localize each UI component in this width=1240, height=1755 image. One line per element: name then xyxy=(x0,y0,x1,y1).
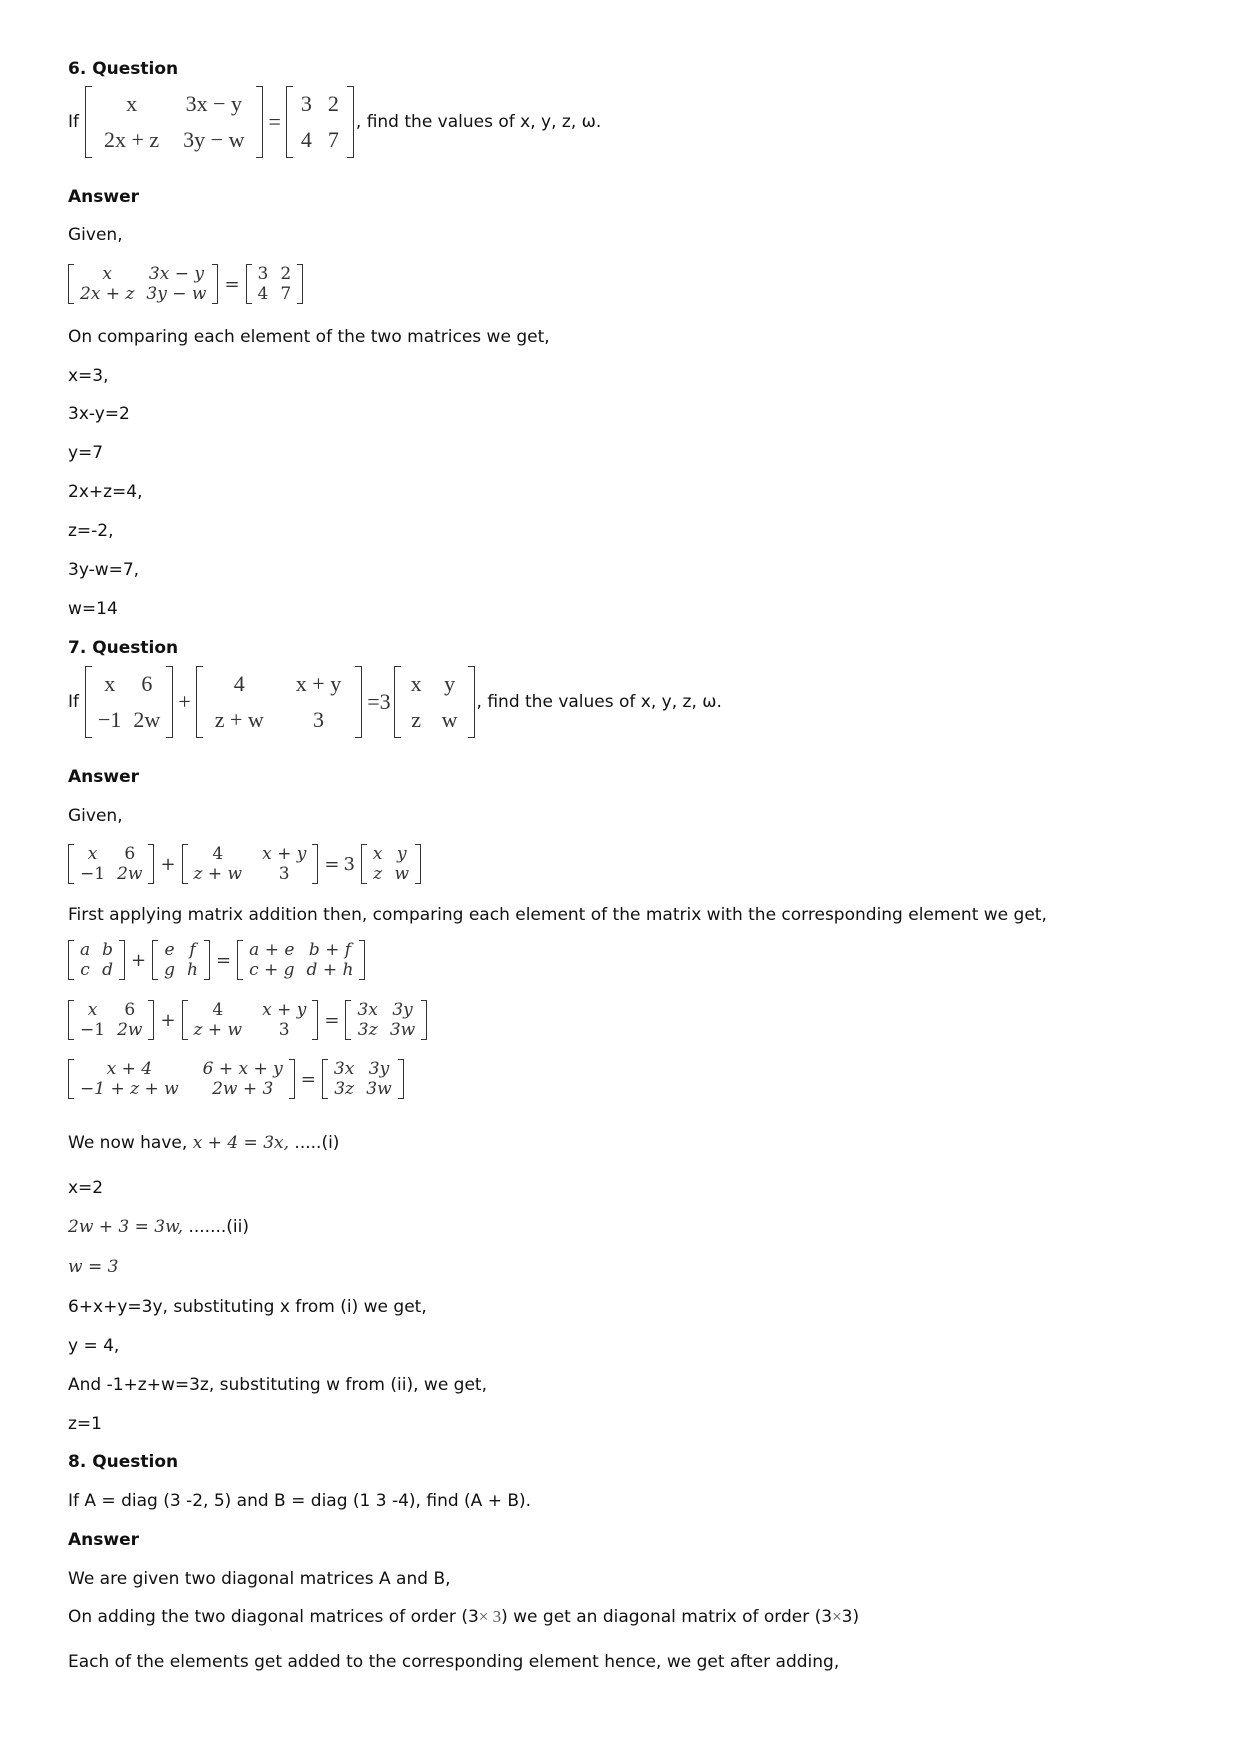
q7-answer-heading: Answer xyxy=(68,767,139,787)
q6-given-equation xyxy=(68,262,305,306)
q7-matrix-3: x y z w xyxy=(394,666,475,738)
q7-question xyxy=(68,672,722,732)
q8-heading: 8. Question xyxy=(68,1452,179,1472)
equals-sign: = xyxy=(268,109,281,134)
scalar: 3 xyxy=(343,853,355,875)
q7-matrix-1: x 6 −1 2w xyxy=(85,666,173,738)
equals-sign: = xyxy=(324,853,340,875)
step-matrix-1: x 6 −1 2w xyxy=(68,1000,154,1040)
addition-rule-equation xyxy=(68,938,367,982)
plus-sign: + xyxy=(131,949,147,971)
q7-x-result: x=2 xyxy=(68,1178,104,1198)
q7-w-result: w = 3 xyxy=(68,1257,119,1277)
q6-step: w=14 xyxy=(68,599,118,619)
equals-sign: = xyxy=(367,689,380,714)
plus-sign: + xyxy=(160,1009,176,1031)
rule-matrix-sum: a + e b + f c + g d + h xyxy=(237,940,365,980)
q7-suffix: , find the values of x, y, z, ω. xyxy=(476,692,722,712)
step-matrix-2: 4 x + y z + w 3 xyxy=(182,1000,319,1040)
q6-lhs-matrix: x 3x − y 2x + z 3y − w xyxy=(85,86,263,158)
q7-given-matrix-2: 4 x + y z + w 3 xyxy=(182,844,319,884)
q6-heading: 6. Question xyxy=(68,59,179,79)
q7-given-matrix-1: x 6 −1 2w xyxy=(68,844,154,884)
q7-matrix-2: 4 x + y z + w 3 xyxy=(196,666,362,738)
q6-suffix: , find the values of x, y, z, ω. xyxy=(355,112,602,132)
q6-given-lhs-matrix: x 3x − y 2x + z 3y − w xyxy=(68,264,218,304)
q6-given-rhs-matrix: 3 2 4 7 xyxy=(246,264,304,304)
q7-eq-ii: 2w + 3 = 3w, .......(ii) xyxy=(68,1217,249,1237)
scalar: 3 xyxy=(379,689,391,714)
equals-sign: = xyxy=(215,949,232,971)
q6-answer-heading: Answer xyxy=(68,187,139,207)
q7-z-text: And -1+z+w=3z, substituting w from (ii), we get, xyxy=(68,1375,487,1395)
q6-step: 3x-y=2 xyxy=(68,404,130,424)
equals-sign: = xyxy=(324,1009,340,1031)
q6-given: Given, xyxy=(68,225,123,245)
plus-sign: + xyxy=(178,689,191,714)
q7-step-equation xyxy=(68,998,429,1042)
plus-sign: + xyxy=(160,853,176,875)
equals-sign: = xyxy=(300,1068,316,1090)
q6-step: y=7 xyxy=(68,443,104,463)
equals-sign: = xyxy=(224,273,240,295)
q6-compare-text: On comparing each element of the two matrices we get, xyxy=(68,327,550,347)
q7-prefix: If xyxy=(68,692,79,712)
q7-y-text: 6+x+y=3y, substituting x from (i) we get, xyxy=(68,1297,427,1317)
q6-step: z=-2, xyxy=(68,521,114,541)
q8-line-1: We are given two diagonal matrices A and B, xyxy=(68,1569,451,1589)
rule-matrix-a: a b c d xyxy=(68,940,125,980)
step-rhs-matrix: 3x 3y 3z 3w xyxy=(345,1000,427,1040)
rule-matrix-b: e f g h xyxy=(152,940,210,980)
q7-now-have: We now have, x + 4 = 3x, .....(i) xyxy=(68,1133,340,1153)
q7-heading: 7. Question xyxy=(68,638,179,658)
q6-question xyxy=(68,92,601,152)
q7-given: Given, xyxy=(68,806,123,826)
q7-given-matrix-3: x y z w xyxy=(361,844,421,884)
q8-question: If A = diag (3 -2, 5) and B = diag (1 3 -4), find (A + B). xyxy=(68,1491,532,1511)
q6-step: 2x+z=4, xyxy=(68,482,143,502)
q6-prefix: If xyxy=(68,112,79,132)
q7-sum-equation xyxy=(68,1057,406,1101)
q7-method-text: First applying matrix addition then, comparing each element of the matrix with the corresponding element we get, xyxy=(68,905,1047,925)
q7-z-result: z=1 xyxy=(68,1414,102,1434)
q6-step: x=3, xyxy=(68,366,109,386)
q7-given-equation xyxy=(68,842,423,886)
q6-step: 3y-w=7, xyxy=(68,560,140,580)
sum-rhs-matrix: 3x 3y 3z 3w xyxy=(322,1059,404,1099)
sum-lhs-matrix: x + 4 6 + x + y −1 + z + w 2w + 3 xyxy=(68,1059,295,1099)
q8-line-2: On adding the two diagonal matrices of order (3× 3) we get an diagonal matrix of order (3×3) xyxy=(68,1607,860,1627)
q7-y-result: y = 4, xyxy=(68,1336,120,1356)
q6-rhs-matrix: 3 2 4 7 xyxy=(286,86,354,158)
q8-line-3: Each of the elements get added to the corresponding element hence, we get after adding, xyxy=(68,1652,840,1672)
q8-answer-heading: Answer xyxy=(68,1530,139,1550)
